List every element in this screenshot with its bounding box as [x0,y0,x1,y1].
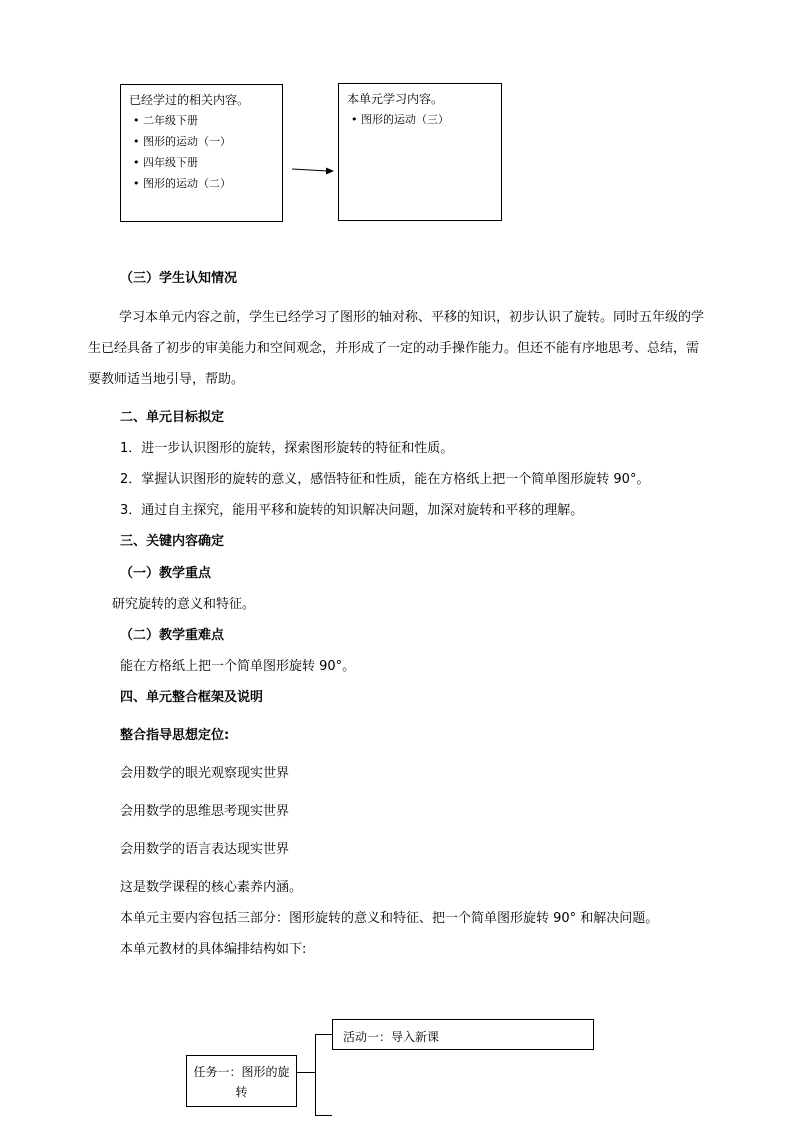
difficulty-heading: （二）教学重难点 [120,628,225,643]
prior-item: • 二年级下册 [133,114,198,127]
prior-knowledge-title: 已经学过的相关内容。 [129,93,250,107]
prior-item: • 四年级下册 [133,156,198,169]
guide-line: 会用数学的思维思考现实世界 [120,804,290,819]
goal-item: 1．进一步认识图形的旋转，探索图形旋转的特征和性质。 [120,441,454,456]
connector-branch-bottom [315,1115,332,1116]
goal-item: 3．通过自主探究，能用平移和旋转的知识解决问题，加深对旋转和平移的理解。 [120,503,584,518]
guide-line: 会用数学的眼光观察现实世界 [120,766,290,781]
arrow-right-icon [290,160,336,180]
content-text: 本单元主要内容包括三部分：图形旋转的意义和特征、把一个简单图形旋转 90° 和解决问题。 [120,911,659,926]
unit-item: • 图形的运动（三） [351,113,449,126]
goal-item: 2．掌握认识图形的旋转的意义，感悟特征和性质，能在方格纸上把一个简单图形旋转 90°。 [120,472,650,487]
cognition-paragraph: 学习本单元内容之前，学生已经学习了图形的轴对称、平移的知识，初步认识了旋转。同时五年级的学生已经具备了初步的审美能力和空间观念，并形成了一定的动手操作能力。但还不能有序地思考、总结，需要教师适当地引导，帮助。 [88,310,705,387]
activity-box [332,1019,594,1050]
difficulty-text: 能在方格纸上把一个简单图形旋转 90°。 [120,659,356,674]
goals-heading: 二、单元目标拟定 [120,410,225,425]
prior-item: • 图形的运动（二） [133,177,231,190]
focus-text: 研究旋转的意义和特征。 [112,597,256,612]
guide-heading: 整合指导思想定位: [120,728,230,743]
core-text: 这是数学课程的核心素养内涵。 [120,880,303,895]
key-heading: 三、关键内容确定 [120,534,225,549]
prior-item: • 图形的运动（一） [133,135,231,148]
unit-content-box [338,83,502,221]
structure-text: 本单元教材的具体编排结构如下: [120,942,307,957]
framework-heading: 四、单元整合框架及说明 [120,690,264,705]
connector-horizontal [297,1072,316,1073]
connector-vertical [315,1034,316,1116]
activity-label: 活动一：导入新课 [343,1030,440,1044]
guide-line: 会用数学的语言表达现实世界 [120,842,290,857]
task-box [186,1055,297,1107]
task-label: 任务一：图形的旋转 [193,1065,290,1099]
focus-heading: （一）教学重点 [120,566,212,581]
unit-content-title: 本单元学习内容。 [347,92,444,106]
connector-branch-top [315,1034,332,1035]
prior-knowledge-box [120,84,283,222]
cognition-heading: （三）学生认知情况 [120,271,238,286]
